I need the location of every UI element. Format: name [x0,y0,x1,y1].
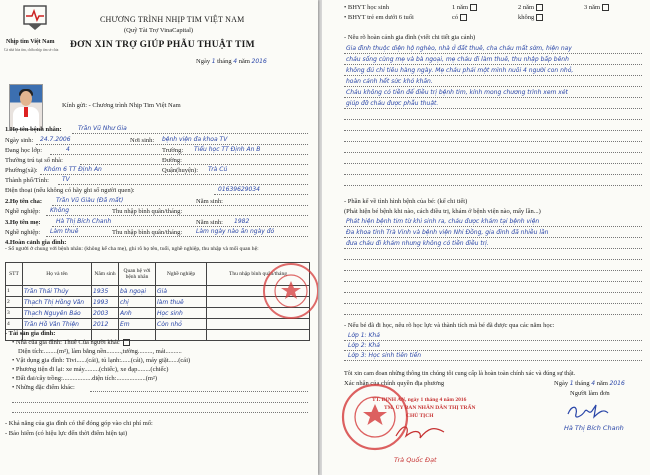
assets-label: - Tài sản gia đình: [5,330,56,337]
form-page-right: • BHYT học sinh 1 năm 2 năm 3 năm • BHYT trẻ em dưới 6 tuổi có không - Nêu rõ hoàn cảnh gia đình (viết chi tiết gia cảnh) Gia đình thuộc diện hộ nghèo, nhà ở đất thuê, cha cháu mất sớm, hiện nay cháu sống cùng mẹ và bà ngoại, mẹ cháu đi làm thuê, thu nhập bấp bênh không đủ chi tiêu hàng ngày. Mẹ cháu phải một mình nuôi 4 người con nhỏ, hoàn cảnh hết sức khó khăn. Cháu không có tiền để điều trị bệnh tim, kính mong chương trình xem xét giúp đỡ cháu được phẫu thuật. - Phần kể về tình hình bệnh của bé: (kể chi tiết) (Phát hiện bé bệnh khi nào, cách điều trị, khám ở bệnh viện nào, mấy lần...) Phát hiện bệnh tim từ khi sinh ra, cháu được khám tại bệnh viện Đa khoa tỉnh Trà Vinh và bệnh viện Nhi Đồng, gia đình đã nhiều lần đưa cháu đi khám nhưng không có tiền điều trị. - Nếu bé đã đi học, nêu rõ học lực và thành tích mà bé đã được qua các năm học: Lớp 1: Khá Lớp 2: Khá Lớp 3: Học sinh tiên tiến Tôi xin cam đoan những thông tin chúng tôi cung cấp là hoàn toàn chính xác và đúng sự thật. Xác nhận của chính quyền địa phương Ngày 1 tháng 4 năm 2016 Người làm đơn Hà Thị Bích Chanh TT. ĐỊNH AN, ngày 1 tháng 4 năm 2016 TM. ỦY BAN NHÂN DÂN THỊ TRẤN CHỦ TỊCH Trà Quốc Đạt [322,0,650,475]
birthplace-value: bệnh viện đa khoa TV [162,136,228,143]
authority-label: Xác nhận của chính quyền địa phương [344,380,445,387]
mother-yob: 1982 [234,218,250,225]
circumstances-heading: - Nêu rõ hoàn cảnh gia đình (viết chi tiết gia cảnh) [344,34,476,41]
street-label: Đường: [162,157,182,164]
table-row: 2 Thạch Thị Hồng Vân 1993 chị làm thuê [6,297,310,308]
house-line: • Nhà của gia đình: Thuê Của người khác [12,339,130,347]
mother-label: 3.Họ tên mẹ: [5,219,41,226]
father-name: Trần Vũ Giàu (Đã mất) [56,197,124,204]
insurance-no[interactable]: không [518,14,543,22]
s4-intro: - Số người ở chung với bệnh nhân: (không kể cha mẹ), ghi rõ họ tên, tuổi, nghề nghiệp, thu nhập và mối quan hệ: [5,246,259,252]
phone-label: Điện thoại (nếu không có hãy ghi số người quen): [5,187,135,194]
mother-income: Làm ngày nào ăn ngày đó [196,228,275,235]
stamp-text-date: TT. ĐỊNH AN, ngày 1 tháng 4 năm 2016 [372,397,467,403]
insurance-label: - Bảo hiểm (có hiệu lực đến thời điểm hiện tại) [5,430,128,437]
table-row: 3 Thạch Nguyên Bảo 2003 Anh Học sinh [6,308,310,319]
applicant-name: Hà Thị Bích Chanh [564,424,624,432]
school-value: Tiểu học TT Định An B [194,146,261,153]
sponsor: (Quỹ Tài Trợ VinaCapital) [124,27,194,34]
table-row: 4 Trần Hồ Vân Thiện 2012 Em Còn nhỏ [6,319,310,330]
commitment: Tôi xin cam đoan những thông tin chúng tôi cung cấp là hoàn toàn chính xác và đúng sự thật. [344,370,576,377]
school-label: Trường: [162,147,184,154]
stamp-text-office: TM. ỦY BAN NHÂN DÂN THỊ TRẤN [384,405,476,411]
form-page-left [0,0,318,475]
father-yob-label: Năm sinh: [196,198,223,205]
father-label: 2.Họ tên cha: [5,198,43,205]
official-name: Trà Quốc Đạt [394,456,437,464]
district-value: Trà Cú [208,166,228,173]
house-detail: Diện tích:........(m²), làm bằng nền.........,tường........., mái.......... [18,348,182,355]
table-row: 1 Trần Thái Thủy 1935 bà ngoại Già [6,286,310,297]
father-income-label: Thu nhập bình quân/tháng: [112,208,183,215]
insurance-yes[interactable]: có [452,14,467,22]
land: • Đất đai/cây trồng:..................diện tích:..................(m²) [12,375,158,382]
illness-note: (Phát hiện bé bệnh khi nào, cách điều trị, khám ở bệnh viện nào, mấy lần...) [344,208,541,215]
illness-heading: - Phần kể về tình hình bệnh của bé: (kể chi tiết) [344,198,468,205]
phone-value: 01639629034 [218,186,260,193]
insurance-child: • BHYT trẻ em dưới 6 tuổi [344,14,414,21]
dob-label: Ngày sinh: [5,137,34,144]
form-title: ĐƠN XIN TRỢ GIÚP PHẪU THUẬT TIM [70,40,255,50]
applicant-label: Người làm đơn [570,390,610,397]
district-label: Quận(huyện): [162,167,199,174]
table-header: STT Họ và tên Năm sinh Quan hệ với bệnh nhân Nghề nghiệp Thu nhập bình quân/tháng [6,263,310,286]
father-job-label: Nghề nghiệp: [5,208,41,215]
s4-heading: 4.Hoàn cảnh gia đình: [5,239,67,246]
sign-date: Ngày 1 tháng 4 năm 2016 [554,380,625,387]
s1-heading: 1.Họ tên bệnh nhân: [5,126,62,133]
insurance-opt-1y[interactable]: 1 năm [452,4,477,12]
ward-label: Phường(xã): [5,167,38,174]
patient-photo [9,84,43,130]
household-items: • Vật dụng gia đình: Tivi......(cái), tủ lạnh:......(cái), máy giặt......(cái) [12,357,191,364]
ward-value: Khóm 6 TT Định An [44,166,102,173]
applicant-signature [562,400,622,422]
city-label: Thành phố/Tỉnh: [5,177,49,184]
program-name: CHƯƠNG TRÌNH NHỊP TIM VIỆT NAM [100,15,245,24]
patient-name: Trần Vũ Như Gia [78,125,127,132]
form-date: Ngày 1 tháng 4 năm 2016 [196,58,267,65]
logo-slogan: Cả nhà hòa tim, chữa nhịp tim sẻ chia [4,48,59,52]
dob-value: 24.7.2006 [40,136,71,143]
grade-label: Đang học lớp: [5,147,43,154]
father-job: Không [50,207,70,214]
city-value: TV [62,176,70,183]
vehicles: • Phương tiện đi lại: xe máy.........(chiếc), xe đạp........(chiếc) [12,366,169,373]
mother-name: Hà Thị Bích Chanh [56,218,112,225]
grade-value: 4 [66,146,70,153]
address-label: Thường trú tại số nhà: [5,157,63,164]
birthplace-label: Nơi sinh: [130,137,155,144]
school-heading: - Nếu bé đã đi học, nêu rõ học lực và thành tích mà bé đã được qua các năm học: [344,322,555,329]
contribution-label: - Khả năng của gia đình có thể đóng góp vào chi phí mổ: [5,420,153,427]
mother-income-label: Thu nhập bình quân/tháng: [112,229,183,236]
other-features: • Những đặc điểm khác: [12,384,75,391]
mother-yob-label: Năm sinh: [196,219,223,226]
insurance-student: • BHYT học sinh [344,4,389,11]
greeting: Kính gửi: - Chương trình Nhịp Tim Việt Nam [62,102,181,109]
logo-text: Nhịp tim Việt Nam [6,39,55,45]
insurance-opt-3y[interactable]: 3 năm [584,4,609,12]
mother-job: Làm thuê [50,228,79,235]
stamp-text-title: CHỦ TỊCH [406,413,434,419]
insurance-opt-2y[interactable]: 2 năm [518,4,543,12]
official-signature [392,420,448,444]
red-seal-left [262,262,318,320]
mother-job-label: Nghề nghiệp: [5,229,41,236]
